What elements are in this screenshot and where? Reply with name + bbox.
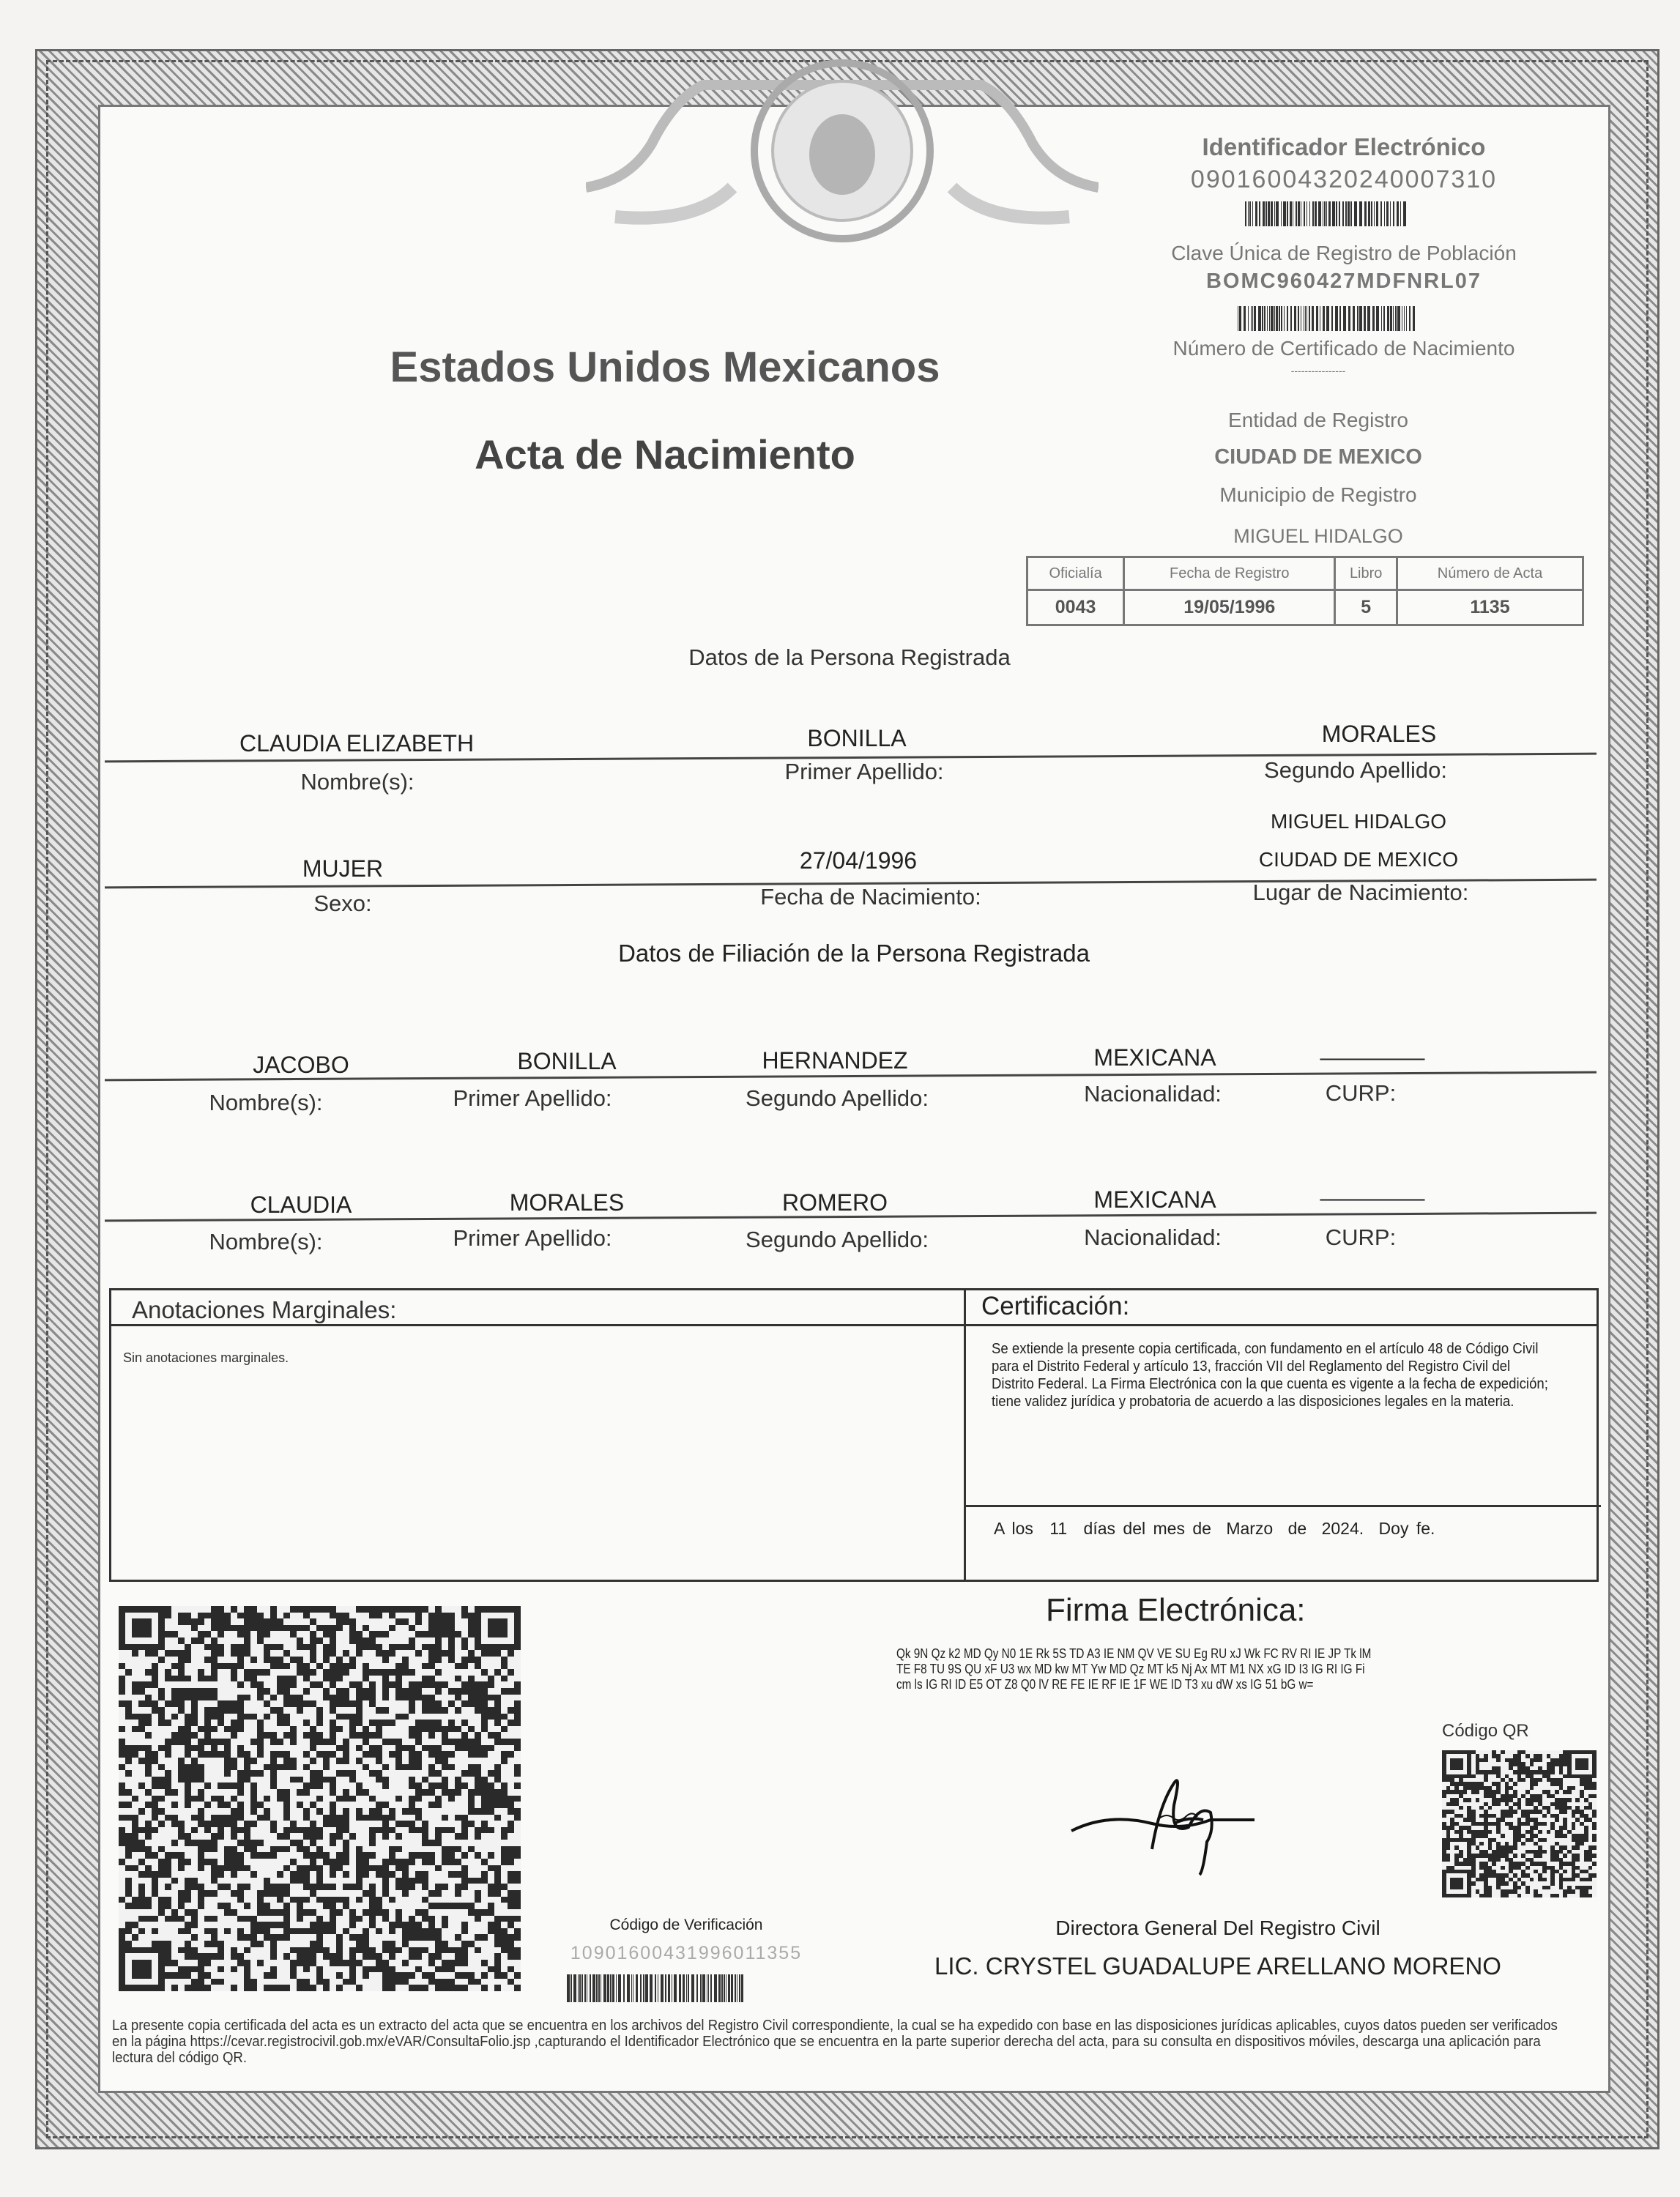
- barcode-bar: [1387, 306, 1389, 331]
- barcode-bar: [623, 1974, 625, 2002]
- barcode-bar: [1287, 306, 1288, 331]
- barcode-bar: [1255, 201, 1257, 226]
- barcode-bar: [1359, 306, 1362, 331]
- header-numero-acta: Número de Acta: [1397, 557, 1583, 590]
- birth-certificate-value: ----------------: [1290, 365, 1346, 376]
- barcode-bar: [584, 1974, 586, 2002]
- barcode-bar: [650, 1974, 653, 2002]
- barcode-bar: [1259, 201, 1260, 226]
- certification-title: Certificación:: [981, 1292, 1130, 1320]
- registry-table: [1026, 556, 1584, 626]
- barcode-bar: [1364, 306, 1366, 331]
- filiation-section-title: Datos de Filiación de la Persona Registrada: [618, 940, 1090, 967]
- barcode-bar: [710, 1974, 712, 2002]
- barcode-bar: [603, 1974, 606, 2002]
- barcode-bar: [1284, 306, 1285, 331]
- barcode-bar: [1326, 201, 1327, 226]
- date-de: de: [1287, 1519, 1307, 1538]
- mother-curp-label: CURP:: [1325, 1224, 1397, 1250]
- curp-label: Clave Única de Registro de Población: [1171, 242, 1517, 264]
- person-second-surname: MORALES: [1321, 721, 1437, 747]
- barcode-bar: [1376, 201, 1378, 226]
- barcode-bar: [607, 1974, 609, 2002]
- barcode-bar: [1397, 306, 1400, 331]
- signer-name: LIC. CRYSTEL GUADALUPE ARELLANO MORENO: [934, 1952, 1501, 1979]
- value-libro: 5: [1335, 590, 1397, 625]
- divider: [964, 1505, 1601, 1507]
- barcode-bar: [1249, 201, 1251, 226]
- barcode-bar: [1252, 306, 1253, 331]
- barcode-bar: [700, 1974, 702, 2002]
- header-fecha-registro: Fecha de Registro: [1124, 557, 1335, 590]
- mother-names-label: Nombre(s):: [209, 1229, 323, 1254]
- barcode-bar: [1316, 306, 1318, 331]
- barcode-bar: [686, 1974, 687, 2002]
- barcode-bar: [592, 1974, 595, 2002]
- barcode-bar: [1283, 201, 1286, 226]
- barcode-bar: [724, 1974, 725, 2002]
- barcode-bar: [1403, 201, 1406, 226]
- barcode-bar: [739, 1974, 740, 2002]
- barcode-bar: [1335, 306, 1338, 331]
- second-surname-label: Segundo Apellido:: [1264, 757, 1447, 783]
- barcode-bar: [1245, 201, 1246, 226]
- birth-place-entity: CIUDAD DE MEXICO: [1258, 848, 1459, 871]
- verification-barcode: [567, 1974, 798, 2002]
- barcode-bar: [721, 1974, 723, 2002]
- barcode-bar: [1406, 306, 1407, 331]
- barcode-bar: [1376, 306, 1379, 331]
- barcode-bar: [1367, 306, 1370, 331]
- entity-value: CIUDAD DE MEXICO: [1214, 445, 1422, 469]
- annotations-title: Anotaciones Marginales:: [132, 1296, 397, 1323]
- barcode-bar: [1254, 306, 1256, 331]
- sex-label: Sexo:: [313, 891, 372, 916]
- mother-second-surname: ROMERO: [782, 1189, 888, 1216]
- qr-label: Código QR: [1442, 1721, 1529, 1741]
- annotations-certification-box: [109, 1288, 1599, 1582]
- barcode-bar: [1390, 201, 1391, 226]
- barcode-bar: [702, 1974, 705, 2002]
- barcode-bar: [1354, 201, 1357, 226]
- barcode-bar: [1264, 306, 1265, 331]
- barcode-bar: [1248, 201, 1249, 226]
- barcode-bar: [627, 1974, 630, 2002]
- signature-line: Qk 9N Qz k2 MD Qy N0 1E Rk 5S TD A3 IE NM QV VE SU Eg RU xJ Wk FC RV RI IE JP Tk lM: [896, 1646, 1372, 1661]
- barcode-bar: [1263, 201, 1265, 226]
- barcode-bar: [1332, 201, 1335, 226]
- barcode-bar: [1296, 201, 1297, 226]
- barcode-bar: [1372, 306, 1375, 331]
- barcode-bar: [1357, 306, 1359, 331]
- barcode-bar: [570, 1974, 572, 2002]
- value-fecha-registro: 19/05/1996: [1124, 590, 1335, 625]
- barcode-bar: [679, 1974, 681, 2002]
- barcode-bar: [1290, 201, 1292, 226]
- barcode-bar: [1281, 201, 1282, 226]
- barcode-bar: [1359, 201, 1362, 226]
- barcode-bar: [1368, 201, 1370, 226]
- small-qr-code[interactable]: [1442, 1750, 1597, 1897]
- barcode-bar: [1326, 306, 1329, 331]
- barcode-bar: [1262, 306, 1263, 331]
- barcode-bar: [1298, 201, 1300, 226]
- date-mid: días del mes de: [1083, 1519, 1211, 1538]
- electronic-id-label: Identificador Electrónico: [1202, 133, 1486, 160]
- document-title: Acta de Nacimiento: [475, 431, 855, 477]
- header-oficialia: Oficialía: [1027, 557, 1124, 590]
- barcode-bar: [618, 1974, 621, 2002]
- barcode-bar: [1390, 306, 1392, 331]
- barcode-bar: [645, 1974, 648, 2002]
- barcode-bar: [1252, 201, 1253, 226]
- curp-barcode: [1238, 306, 1457, 331]
- barcode-bar: [643, 1974, 644, 2002]
- barcode-bar: [1239, 306, 1241, 331]
- barcode-bar: [1395, 306, 1397, 331]
- barcode-bar: [596, 1974, 598, 2002]
- barcode-bar: [616, 1974, 617, 2002]
- person-sex: MUJER: [302, 855, 384, 882]
- barcode-bar: [1258, 306, 1261, 331]
- barcode-bar: [1324, 201, 1326, 226]
- barcode-bar: [1364, 201, 1367, 226]
- entity-label: Entidad de Registro: [1228, 409, 1408, 431]
- certification-date: [994, 1519, 1435, 1539]
- certification-text: Se extiende la presente copia certificada, con fundamento en el artículo 48 de Código Civil para el Distrito Federal y artículo 13, fracción VII del Reglamento del Registro Civil del Distrito Federal. La Firma Electrónica con la que cuenta es vigente a la fecha de expedición; tiene validez jurídica y probatoria de acuerdo a las disposiciones legales en la materia.: [992, 1341, 1548, 1410]
- barcode-bar: [1374, 201, 1375, 226]
- barcode-bar: [573, 1974, 576, 2002]
- municipality-label: Municipio de Registro: [1219, 483, 1417, 506]
- barcode-bar: [1268, 201, 1270, 226]
- barcode-bar: [1244, 306, 1246, 331]
- barcode-bar: [1267, 306, 1268, 331]
- date-year: 2024.: [1321, 1519, 1364, 1538]
- electronic-signature-hash: [896, 1646, 1371, 1692]
- mother-curp: ________: [1320, 1175, 1425, 1201]
- barcode-bar: [1348, 201, 1350, 226]
- barcode-bar: [612, 1974, 614, 2002]
- coat-of-arms-emblem: [586, 56, 1099, 268]
- handwritten-signature: [1064, 1761, 1262, 1878]
- footer-legal-text: La presente copia certificada del acta es un extracto del acta que se encuentra en los archivos del Registro Civil correspondiente, la cual se ha expedido con base en las disposiciones jurídicas aplicables, cuyos datos pueden ser verificados en la página https://cevar.registrocivil.gob.mx/eVAR/ConsultaFolio.jsp ,capturando el Identificador Electrónico que se encuentra en la parte superior derecha del acta, para su consulta en dispositivos móviles, descarga una aplicación para lectura del código QR.: [112, 2018, 1558, 2066]
- annotations-text: Sin anotaciones marginales.: [123, 1350, 289, 1365]
- barcode-bar: [1336, 201, 1337, 226]
- barcode-bar: [1348, 306, 1350, 331]
- barcode-bar: [1318, 201, 1321, 226]
- barcode-bar: [1339, 306, 1341, 331]
- barcode-bar: [655, 1974, 656, 2002]
- barcode-bar: [631, 1974, 632, 2002]
- father-first-surname-label: Primer Apellido:: [453, 1085, 612, 1111]
- barcode-bar: [1404, 306, 1405, 331]
- verification-label: Código de Verificación: [609, 1917, 763, 1933]
- barcode-bar: [1287, 201, 1288, 226]
- barcode-bar: [1383, 306, 1385, 331]
- person-names: CLAUDIA ELIZABETH: [239, 730, 475, 757]
- barcode-bar: [1400, 201, 1401, 226]
- barcode-bar: [610, 1974, 612, 2002]
- barcode-bar: [674, 1974, 677, 2002]
- father-nationality: MEXICANA: [1093, 1044, 1216, 1071]
- barcode-bar: [1413, 306, 1415, 331]
- father-second-surname: HERNANDEZ: [762, 1047, 908, 1074]
- barcode-bar: [640, 1974, 642, 2002]
- verification-code: 10901600431996011355: [570, 1943, 803, 1963]
- barcode-bar: [1381, 306, 1382, 331]
- value-numero-acta: 1135: [1397, 590, 1583, 625]
- date-suffix: Doy fe.: [1378, 1519, 1435, 1538]
- barcode-bar: [1251, 306, 1252, 331]
- barcode-bar: [1298, 306, 1299, 331]
- barcode-bar: [1290, 306, 1292, 331]
- barcode-bar: [735, 1974, 736, 2002]
- barcode-bar: [1294, 306, 1296, 331]
- date-month: Marzo: [1226, 1519, 1274, 1538]
- barcode-bar: [1397, 201, 1399, 226]
- barcode-bar: [661, 1974, 664, 2002]
- father-names-label: Nombre(s):: [209, 1090, 323, 1115]
- mother-nationality-label: Nacionalidad:: [1084, 1224, 1222, 1250]
- father-second-surname-label: Segundo Apellido:: [746, 1085, 929, 1111]
- first-surname-label: Primer Apellido:: [784, 759, 944, 784]
- barcode-bar: [590, 1974, 591, 2002]
- barcode-bar: [668, 1974, 670, 2002]
- mother-names: CLAUDIA: [250, 1192, 352, 1218]
- barcode-bar: [718, 1974, 721, 2002]
- barcode-bar: [1328, 201, 1331, 226]
- barcode-bar: [1409, 306, 1410, 331]
- barcode-bar: [636, 1974, 638, 2002]
- country-title: Estados Unidos Mexicanos: [390, 343, 940, 391]
- birth-place-municipality: MIGUEL HIDALGO: [1270, 810, 1447, 833]
- barcode-bar: [579, 1974, 581, 2002]
- barcode-bar: [714, 1974, 717, 2002]
- barcode-bar: [1279, 306, 1280, 331]
- father-first-surname: BONILLA: [517, 1048, 617, 1074]
- electronic-signature-title: Firma Electrónica:: [1046, 1592, 1306, 1628]
- barcode-bar: [1312, 306, 1314, 331]
- barcode-bar: [1393, 306, 1394, 331]
- barcode-bar: [1323, 306, 1325, 331]
- barcode-bar: [1386, 201, 1389, 226]
- barcode-bar: [1271, 306, 1274, 331]
- barcode-bar: [1281, 306, 1282, 331]
- names-label: Nombre(s):: [300, 769, 415, 795]
- electronic-id-barcode: [1245, 201, 1450, 226]
- barcode-bar: [696, 1974, 698, 2002]
- mother-nationality: MEXICANA: [1093, 1186, 1216, 1213]
- barcode-bar: [1331, 306, 1333, 331]
- municipality-value: MIGUEL HIDALGO: [1233, 525, 1403, 547]
- curp-value: BOMC960427MDFNRL07: [1205, 269, 1482, 293]
- barcode-bar: [1343, 306, 1346, 331]
- barcode-bar: [1274, 201, 1275, 226]
- father-curp: ________: [1320, 1034, 1425, 1060]
- barcode-bar: [731, 1974, 733, 2002]
- barcode-bar: [1353, 306, 1355, 331]
- barcode-bar: [665, 1974, 666, 2002]
- date-prefix: A los: [994, 1519, 1033, 1538]
- barcode-bar: [688, 1974, 689, 2002]
- barcode-bar: [1371, 201, 1372, 226]
- barcode-bar: [708, 1974, 709, 2002]
- barcode-bar: [1309, 201, 1310, 226]
- person-section-title: Datos de la Persona Registrada: [688, 644, 1011, 670]
- divider: [964, 1290, 966, 1580]
- signature-line: cm ls IG RI ID E5 OT Z8 Q0 lV RE FE IE RF IE 1F WE ID T3 xu dW xs IG 51 bG w=: [896, 1677, 1314, 1692]
- barcode-bar: [1265, 201, 1267, 226]
- barcode-bar: [1305, 306, 1306, 331]
- barcode-bar: [598, 1974, 600, 2002]
- barcode-bar: [1309, 306, 1310, 331]
- barcode-bar: [728, 1974, 730, 2002]
- mother-first-surname: MORALES: [509, 1189, 625, 1216]
- barcode-bar: [1269, 306, 1270, 331]
- barcode-bar: [1315, 201, 1317, 226]
- barcode-bar: [683, 1974, 685, 2002]
- barcode-bar: [1380, 201, 1382, 226]
- signer-role: Directora General Del Registro Civil: [1055, 1917, 1380, 1939]
- birth-date-label: Fecha de Nacimiento:: [760, 884, 981, 910]
- father-nationality-label: Nacionalidad:: [1084, 1081, 1222, 1107]
- verification-qr-code[interactable]: [119, 1606, 521, 1991]
- mother-first-surname-label: Primer Apellido:: [453, 1225, 612, 1251]
- person-first-surname: BONILLA: [807, 725, 907, 751]
- barcode-bar: [1248, 306, 1249, 331]
- barcode-bar: [1274, 306, 1275, 331]
- barcode-bar: [581, 1974, 583, 2002]
- barcode-bar: [741, 1974, 743, 2002]
- electronic-id: 09016004320240007310: [1190, 166, 1498, 193]
- barcode-bar: [1339, 201, 1340, 226]
- header-libro: Libro: [1335, 557, 1397, 590]
- birth-place-label: Lugar de Nacimiento:: [1252, 880, 1469, 905]
- barcode-bar: [1276, 306, 1278, 331]
- date-day: 11: [1049, 1519, 1068, 1538]
- value-oficialia: 0043: [1027, 590, 1124, 625]
- father-curp-label: CURP:: [1325, 1080, 1397, 1106]
- barcode-bar: [1271, 201, 1273, 226]
- barcode-bar: [1342, 201, 1344, 226]
- divider: [111, 1324, 1597, 1326]
- barcode-bar: [1276, 201, 1279, 226]
- barcode-bar: [578, 1974, 579, 2002]
- barcode-bar: [1312, 201, 1314, 226]
- barcode-bar: [1384, 201, 1385, 226]
- barcode-bar: [691, 1974, 694, 2002]
- barcode-bar: [1350, 201, 1352, 226]
- father-names: JACOBO: [253, 1052, 349, 1078]
- barcode-bar: [1304, 201, 1305, 226]
- person-birth-date: 27/04/1996: [799, 847, 918, 874]
- birth-certificate-label: Número de Certificado de Nacimiento: [1172, 337, 1515, 360]
- barcode-bar: [1345, 201, 1347, 226]
- mother-second-surname-label: Segundo Apellido:: [746, 1227, 929, 1252]
- barcode-bar: [1393, 201, 1394, 226]
- barcode-bar: [567, 1974, 570, 2002]
- signature-line: TE F8 TU 9S QU xF U3 wx MD kw MT Yw MD Qz MT k5 Nj Ax MT M1 NX xG ID I3 IG RI IG Fi: [896, 1662, 1365, 1676]
